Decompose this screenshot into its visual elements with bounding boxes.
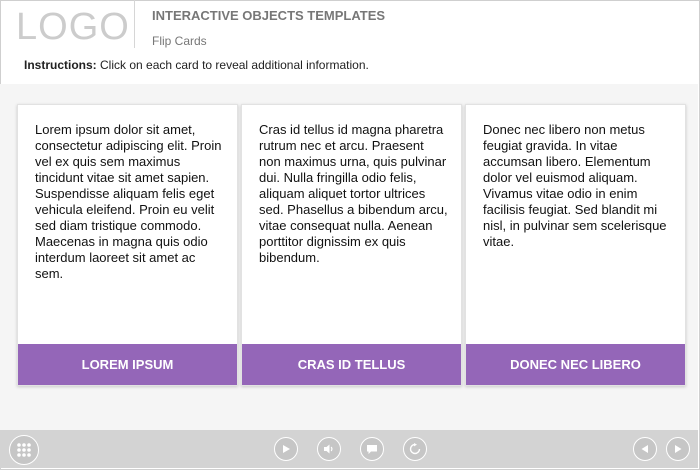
next-button[interactable] <box>666 437 690 461</box>
menu-button[interactable] <box>9 435 39 465</box>
card-label[interactable]: CRAS ID TELLUS <box>242 344 461 385</box>
page-title: INTERACTIVE OBJECTS TEMPLATES <box>152 8 386 23</box>
play-button[interactable] <box>274 437 298 461</box>
previous-button[interactable] <box>633 437 657 461</box>
flip-card-3[interactable] <box>465 104 686 386</box>
flip-card-2[interactable] <box>241 104 462 386</box>
card-text: Cras id tellus id magna pharetra rutrum nec et arcu. Praesent non maximus urna, quis pulvinar dui. Nulla fringilla odio felis, aliquam aliquet tortor ultrices sed. Phasellus a bibendum arcu, vitae consequat nulla. Aenean porttitor dignissim ex quis bibendum. <box>259 122 448 265</box>
captions-icon <box>366 444 378 455</box>
header-divider <box>134 0 135 48</box>
card-label[interactable]: DONEC NEC LIBERO <box>466 344 685 385</box>
menu-grid-icon <box>16 442 32 458</box>
volume-icon <box>323 444 335 454</box>
page-subtitle: Flip Cards <box>152 34 207 48</box>
instructions-label: Instructions: <box>24 58 97 72</box>
play-icon <box>281 444 291 454</box>
logo: LOGO <box>16 6 130 48</box>
volume-button[interactable] <box>317 437 341 461</box>
instructions-text: Click on each card to reveal additional information. <box>100 58 369 72</box>
player-control-bar <box>0 430 698 468</box>
replay-icon <box>409 443 421 455</box>
previous-icon <box>640 444 650 454</box>
card-label[interactable]: LOREM IPSUM <box>18 344 237 385</box>
next-icon <box>673 444 683 454</box>
flip-card-1[interactable] <box>17 104 238 386</box>
card-text: Donec nec libero non metus feugiat gravida. In vitae accumsan libero. Elementum dolor vel euismod aliquam. Vivamus vitae odio in enim facilisis feugiat. Sed blandit mi nisl, in pulvinar sem scelerisque vitae. <box>483 122 667 249</box>
instructions <box>24 58 369 72</box>
card-text: Lorem ipsum dolor sit amet, consectetur adipiscing elit. Proin vel ex quis sem maximus tincidunt vitae sit amet sapien. Suspendisse aliquam felis eget vehicula eleifend. Proin eu velit sed diam tristique commodo. Maecenas in magna quis odio interdum laoreet sit amet ac sem. <box>35 122 222 281</box>
captions-button[interactable] <box>360 437 384 461</box>
replay-button[interactable] <box>403 437 427 461</box>
